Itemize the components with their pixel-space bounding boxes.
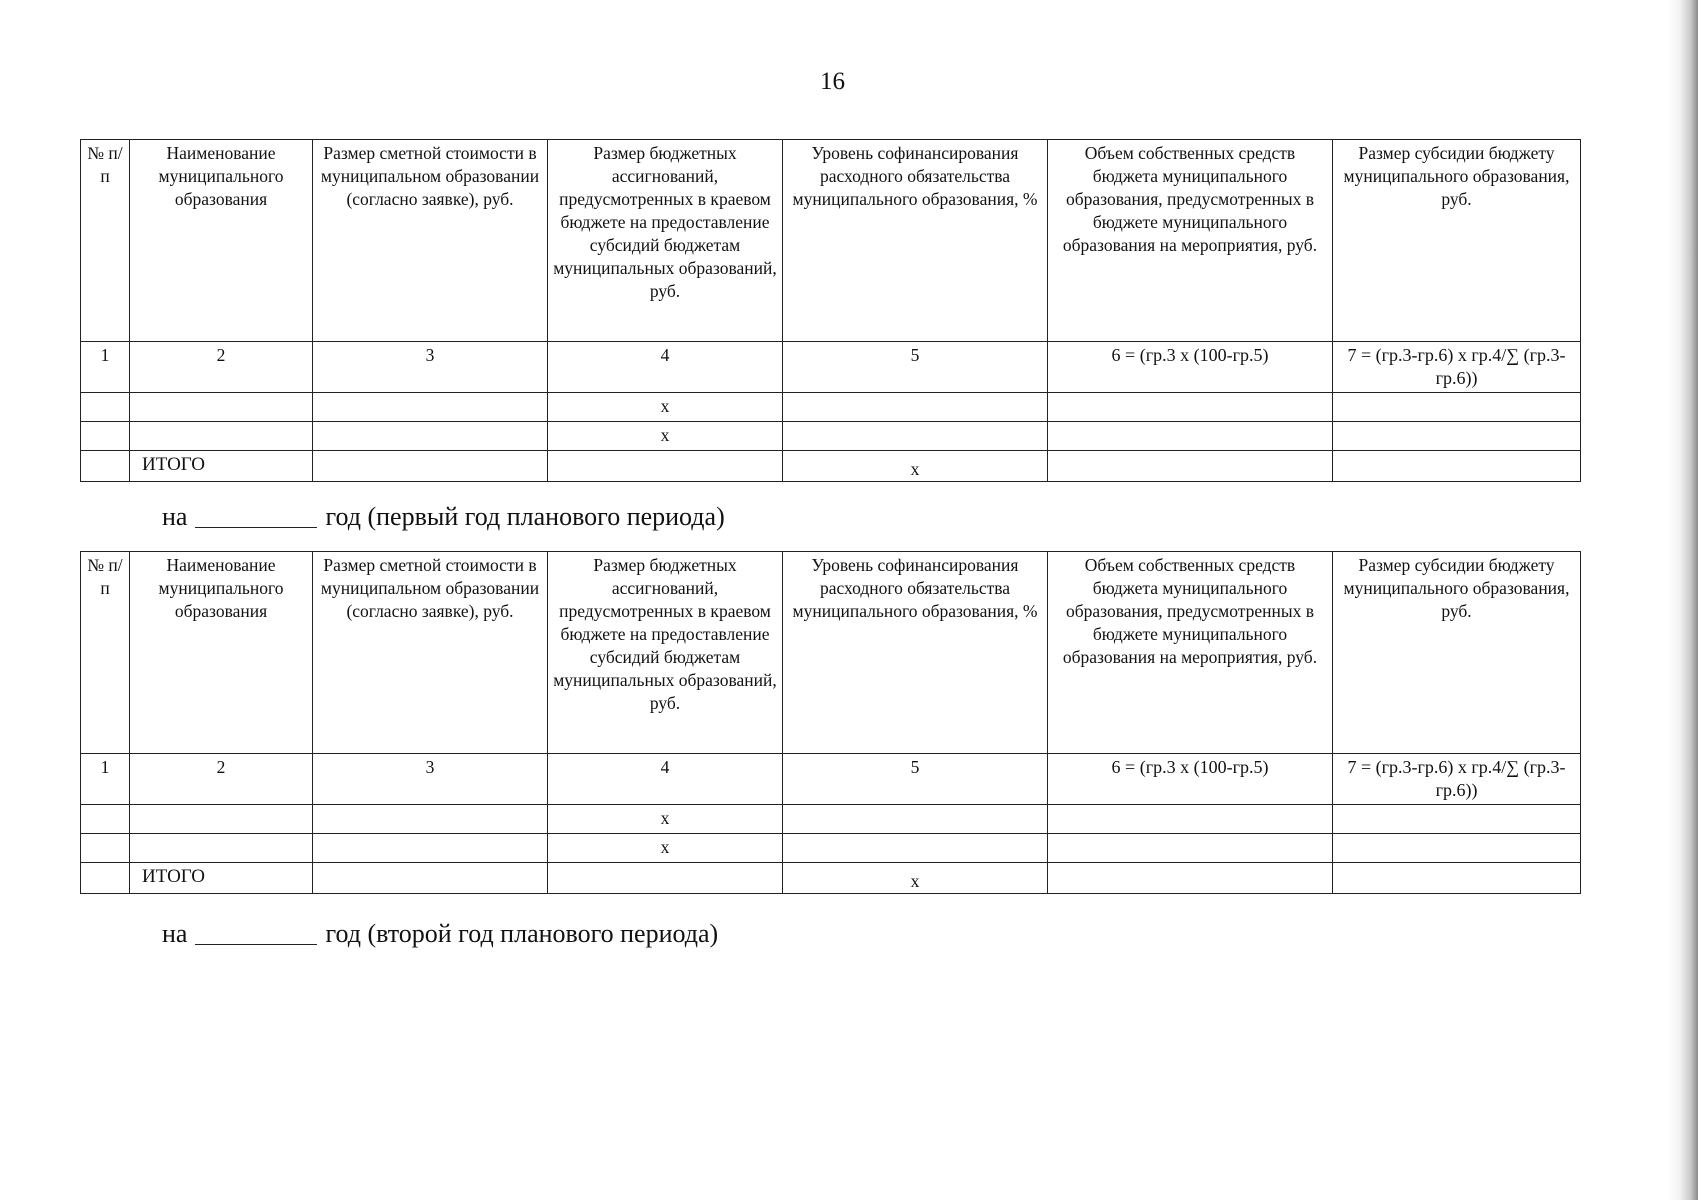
- table-cell: [313, 393, 548, 422]
- table-cell: [81, 805, 130, 834]
- table-cell: [130, 422, 313, 451]
- total-row: [81, 863, 1581, 894]
- column-number: 1: [81, 342, 130, 393]
- table-row: [81, 422, 1581, 451]
- header-cell-cofinancing-level: Уровень софинансирования расходного обязательства муниципального образования, %: [783, 140, 1048, 342]
- table-cell: [783, 805, 1048, 834]
- column-number: 3: [313, 754, 548, 805]
- header-cell-subsidy-size: Размер субсидии бюджету муниципального образования, руб.: [1333, 552, 1581, 754]
- header-cell-estimate-cost: Размер сметной стоимости в муниципальном образовании (согласно заявке), руб.: [313, 140, 548, 342]
- header-cell-municipality: Наименование муниципального образования: [130, 552, 313, 754]
- table-cell: [1333, 834, 1581, 863]
- total-row: [81, 451, 1581, 482]
- table-cell: [81, 863, 130, 894]
- cross-mark: х: [548, 393, 783, 422]
- cross-mark: х: [783, 451, 1048, 482]
- table-cell: [1048, 451, 1333, 482]
- column-number-row: [81, 754, 1581, 805]
- subsidy-table-2: [80, 551, 1581, 894]
- table-cell: [1333, 422, 1581, 451]
- table-cell: [783, 422, 1048, 451]
- total-label: ИТОГО: [130, 863, 313, 894]
- table-cell: [1048, 834, 1333, 863]
- column-formula-7: 7 = (гр.3-гр.6) х гр.4/∑ (гр.3-гр.6)): [1333, 754, 1581, 805]
- table-header-row: [81, 140, 1581, 342]
- cross-mark: х: [548, 805, 783, 834]
- column-number-row: [81, 342, 1581, 393]
- header-cell-own-funds: Объем собственных средств бюджета муниципального образования, предусмотренных в бюджете муниципального образования на мероприятия, руб.: [1048, 140, 1333, 342]
- header-cell-cofinancing-level: Уровень софинансирования расходного обязательства муниципального образования, %: [783, 552, 1048, 754]
- total-label: ИТОГО: [130, 451, 313, 482]
- header-cell-subsidy-size: Размер субсидии бюджету муниципального образования, руб.: [1333, 140, 1581, 342]
- table-cell: [81, 834, 130, 863]
- header-cell-budget-allocations: Размер бюджетных ассигнований, предусмотренных в краевом бюджете на предоставление субсидий бюджетам муниципальных образований, руб.: [548, 552, 783, 754]
- column-number: 2: [130, 754, 313, 805]
- header-cell-municipality: Наименование муниципального образования: [130, 140, 313, 342]
- table-cell: [313, 863, 548, 894]
- table-cell: [1048, 422, 1333, 451]
- table-cell: [81, 393, 130, 422]
- table-cell: [130, 393, 313, 422]
- table-cell: [1333, 805, 1581, 834]
- column-number: 5: [783, 754, 1048, 805]
- header-cell-number: № п/п: [81, 140, 130, 342]
- period-prefix: на: [162, 919, 188, 948]
- column-formula-6: 6 = (гр.3 х (100-гр.5): [1048, 754, 1333, 805]
- table-cell: [130, 834, 313, 863]
- period-prefix: на: [162, 502, 188, 531]
- cross-mark: х: [548, 422, 783, 451]
- table-cell: [1333, 393, 1581, 422]
- column-number: 1: [81, 754, 130, 805]
- column-formula-7: 7 = (гр.3-гр.6) х гр.4/∑ (гр.3-гр.6)): [1333, 342, 1581, 393]
- table-cell: [548, 451, 783, 482]
- table-cell: [1048, 863, 1333, 894]
- column-number: 2: [130, 342, 313, 393]
- table-row: [81, 834, 1581, 863]
- column-number: 5: [783, 342, 1048, 393]
- column-number: 4: [548, 342, 783, 393]
- table-cell: [130, 805, 313, 834]
- period-suffix: год (второй год планового периода): [325, 919, 719, 948]
- table-cell: [313, 805, 548, 834]
- header-cell-own-funds: Объем собственных средств бюджета муниципального образования, предусмотренных в бюджете муниципального образования на мероприятия, руб.: [1048, 552, 1333, 754]
- table-header-row: [81, 552, 1581, 754]
- period-line-first-year: [162, 502, 725, 532]
- table-cell: [1333, 451, 1581, 482]
- column-formula-6: 6 = (гр.3 х (100-гр.5): [1048, 342, 1333, 393]
- table-cell: [81, 422, 130, 451]
- table-cell: [313, 834, 548, 863]
- table-cell: [783, 393, 1048, 422]
- table-cell: [1333, 863, 1581, 894]
- year-blank: [195, 509, 317, 528]
- subsidy-table-1: [80, 139, 1581, 482]
- table-cell: [1048, 393, 1333, 422]
- table-row: [81, 805, 1581, 834]
- table-row: [81, 393, 1581, 422]
- cross-mark: х: [783, 863, 1048, 894]
- year-blank: [195, 926, 317, 945]
- table-cell: [313, 451, 548, 482]
- table-cell: [1048, 805, 1333, 834]
- page-number: 16: [820, 68, 845, 95]
- page-edge-shadow: [1668, 0, 1698, 1200]
- table-cell: [783, 834, 1048, 863]
- header-cell-estimate-cost: Размер сметной стоимости в муниципальном образовании (согласно заявке), руб.: [313, 552, 548, 754]
- period-suffix: год (первый год планового периода): [325, 502, 725, 531]
- period-line-second-year: [162, 919, 718, 949]
- column-number: 3: [313, 342, 548, 393]
- cross-mark: х: [548, 834, 783, 863]
- table-cell: [81, 451, 130, 482]
- column-number: 4: [548, 754, 783, 805]
- header-cell-number: № п/п: [81, 552, 130, 754]
- header-cell-budget-allocations: Размер бюджетных ассигнований, предусмотренных в краевом бюджете на предоставление субсидий бюджетам муниципальных образований, руб.: [548, 140, 783, 342]
- table-cell: [548, 863, 783, 894]
- table-cell: [313, 422, 548, 451]
